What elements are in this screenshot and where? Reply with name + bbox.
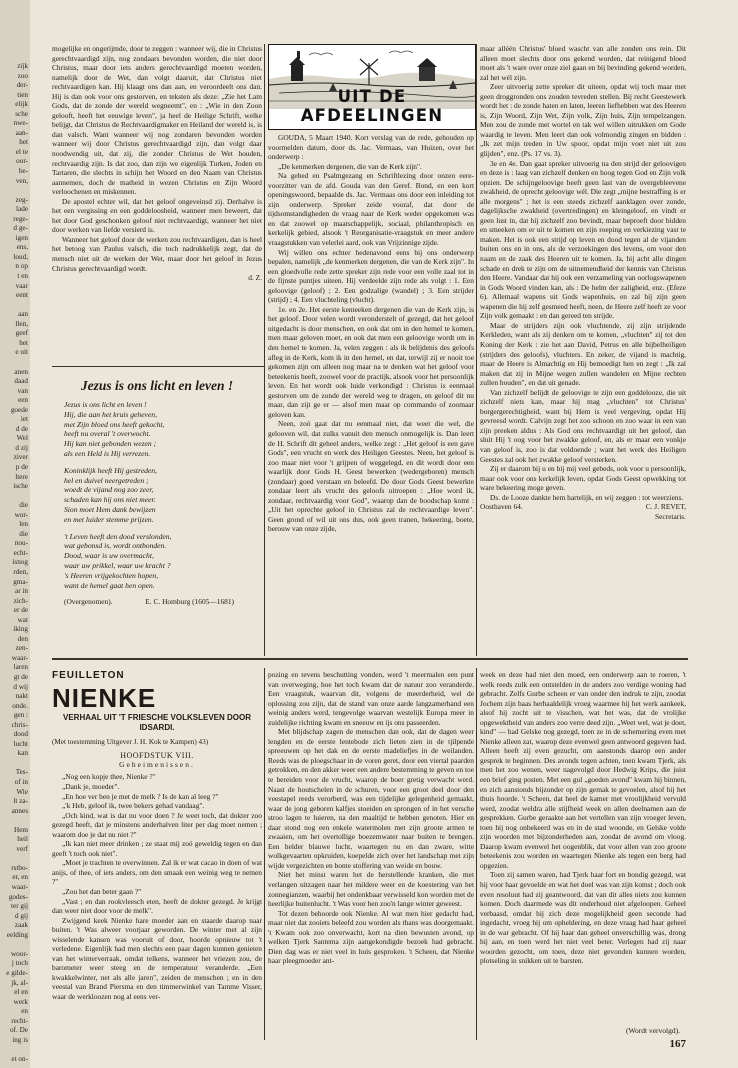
margin-fragment: p de — [15, 462, 28, 471]
margin-fragment: lucht — [13, 739, 28, 748]
poem-line: Dood, waar is uw overmacht, — [64, 551, 154, 561]
column-rule — [264, 668, 265, 1040]
margin-fragment: die — [19, 501, 28, 510]
margin-fragment: wat — [17, 615, 28, 624]
poem-block — [52, 372, 262, 662]
page-number: 167 — [669, 1038, 686, 1050]
margin-fragment: jk, al- — [11, 978, 28, 987]
story-paragraph: „Nog een kopje thee, Nienke ?" — [62, 772, 156, 782]
margin-fragment: d zij — [15, 443, 28, 452]
margin-fragment: nakt — [15, 692, 28, 701]
margin-fragment — [0, 1045, 28, 1055]
margin-fragment: aan — [18, 310, 28, 319]
poem-line: 's Heeren vrijgekochten hopen, — [64, 570, 159, 580]
paragraph: Tot dezen behoorde ook Nienke. Al wat men hier gedacht had, maar niet dat zooiets beleefd zou worden als thans was doorgemaakt. 't Kwam ook zoo onverwacht, kort na dien bewusten avond, op welken Tjerk Santema zijn aangekondigde bezoek had gebracht. Dien dag was er niet veel in huis gesproken. 't Scheen, dat Nienke haar pleegmoeder ant- — [268, 908, 474, 966]
margin-fragment: ar in — [15, 587, 28, 596]
signature-address: Oosthaven 64. — [480, 502, 523, 512]
margin-fragment: of in — [14, 778, 28, 787]
adjacent-page-margin — [0, 62, 28, 1062]
margin-fragment: gen : — [13, 711, 28, 720]
gouda-report-continued-column — [480, 44, 686, 652]
margin-fragment: lade — [16, 205, 28, 214]
section-rule — [52, 366, 264, 367]
paragraph: Neen, zoó gaat dat nu eenmaal niet, dat weet die wel, die gelooven wil, dat zulks vanuit den mensch onmogelijk is. Dan leert de H. Schrift dit geheel anders, welke zegt : „Het geloof is een gave Gods", een vrucht en werk des Heiligen Geestes. Neen, het geloof is zoo maar niet voor 't grijpen of weggelegd, en dit wordt door een waarlijk door Gods H. Geest bewerken (wedergeboren) mensch (zondaar) goed verstaan en beleefd. De door Gods Geest bewerkte zondaar leert als vrucht des geloofs uitroepen : „Hoe word ik, zondaar, rechtvaardig voor God", waarop dan de boodschap komt : „Uit het oprechte geloof in Christus zal de rechtvaardige leven". Geen grond of wil uit ons dus, ook geen tranen, bekeering, boete, berouw van onze zijde, — [268, 419, 474, 534]
margin-fragment: rstbo- — [11, 863, 28, 872]
to-be-continued: (Wordt vervolgd). — [626, 1026, 680, 1035]
margin-fragment: onde. — [12, 701, 28, 710]
margin-fragment: igen — [15, 233, 28, 242]
margin-fragment: geef — [15, 329, 28, 338]
margin-fragment: zoo — [17, 71, 28, 80]
margin-fragment: ven, — [15, 176, 28, 185]
margin-fragment: vaar — [15, 281, 28, 290]
poem-author: E. C. Homburg (1605—1681) — [145, 597, 234, 607]
poem-stanza — [64, 400, 262, 459]
margin-fragment: iking — [13, 625, 28, 634]
margin-fragment: be- — [18, 167, 28, 176]
margin-fragment: elijk — [15, 100, 28, 109]
paragraph: 1e. en 2e. Het eerste kenteeken dergenen die van de Kerk zijn, is het geloof. Door velen wordt veronderstelt of gezegd, dat het geloof uitgedacht is door menschen, en ook dat om in den hemel te komen, men maar geloven moet, en ook dat men een geloovige wordt om in den hemel te komen. Ja, velen zeggen : als ik belijdenis des geloofs afleg in de Kerk, kom ik in den hemel, en dat, terwijl zij er nooit toe gekomen zijn om alleen nog maar na te denken wat het geloof voor beteekenis heeft, zoowel voor de practijk, alsook voor het persoonlijk leven. En het wordt ook luide verkondigd : Christus is eenmaal gestorven om de zonde der wereld weg te dragen, en geloof dit nu maar, dan zijt ge er — alsof men maar op commando of zoomaar geloven kan. — [268, 304, 474, 419]
margin-fragment: zijk — [17, 62, 28, 70]
left-article-column — [52, 44, 262, 364]
margin-fragment: d de — [15, 424, 28, 433]
margin-fragment: verf — [16, 844, 28, 853]
poem-line: met Zijn bloed ons heeft gekocht, — [64, 419, 165, 429]
margin-fragment: dood — [13, 730, 28, 739]
section-header-illustration — [268, 44, 476, 130]
margin-fragment: el en — [14, 988, 28, 997]
poem-line: Hij, die aan het kruis geheven, — [64, 409, 157, 419]
report-paragraphs — [480, 44, 686, 502]
margin-fragment: anen — [14, 367, 28, 376]
margin-fragment: llen, — [15, 319, 28, 328]
poem-line: Sion moet Hem dank bewijzen — [64, 504, 156, 514]
margin-fragment: gt de — [13, 673, 28, 681]
paragraph: Zeer uitvoerig zette spreker dit uiteen, opdat wij toch maar met geen droggronden ons zouden tevreden stellen. Bij recht Geestewerk wordt het : de zonde haten en laten, leeren liefhebben wat des Heeren is, Zijn Woord, Zijn Wet, Zijn volk, Zijn huis, Zijn tempelzangen. Men zou de zonde met wortel en tak wel willen uitrukken om Gode waardig te leven. Men leert dan ook volmondig zingen en bidden : „Ik zet mijn treden in Uw spoor, opdat mijn voet niet uit zou glijden", enz. (Ps. 17 vs. 3). — [480, 82, 686, 159]
margin-fragment: d gij — [15, 911, 28, 920]
margin-fragment: ziver — [13, 453, 28, 462]
column-rule — [476, 44, 477, 656]
story-paragraph: „Och kind, wat is dat nu voor doen ? Je weet toch, dat dokter zoo gezegd heeft, dat je minstens anderhalven liter per dag moet nemen ; waarom doe je dat nu niet ?" — [52, 810, 262, 839]
story-middle-column — [268, 670, 474, 1040]
poem-line: Jezus is ons licht en leven ! — [64, 400, 147, 409]
margin-fragment: waar- — [11, 653, 28, 662]
margin-fragment: el te — [15, 147, 28, 156]
margin-fragment: die — [19, 529, 28, 538]
margin-fragment: oor- — [16, 157, 28, 166]
chapter-title: Geheimenissen. — [119, 760, 195, 770]
gouda-report-column — [268, 133, 474, 653]
story-paragraph: „Ik kan niet meer drinken ; ze staat mij zoó geweldig tegen en dan geeft 't toch ook niet". — [52, 839, 262, 858]
story-title: NIENKE — [52, 683, 157, 713]
margin-fragment: recht- — [11, 1016, 28, 1025]
margin-fragment: sche — [15, 109, 28, 118]
margin-fragment: aan- — [15, 128, 28, 137]
margin-fragment: n op — [15, 262, 28, 271]
paragraph: Na gebed en Psalmgezang en Schriftlezing door onzen eere-voorzitter van de afd. Gouda van den Geref. Bond, en een kort openingswoord, bepaalde ds. Jac. Vermaas ons door een inleiding tot zijn onderwerp. Spreker zeide vooraf, dat door de tijdsomstandigheden de vraag naar de Kerk weder opgekomen was en dat zoowel op maatschappelijk, sociaal, philanthropisch en kerkelijk gebied, alsook 't Reorganisatie-vraagstuk en meer andere vraagstukken van velerlei aard, ook van Vrijzinnige zijde. — [268, 171, 474, 248]
margin-fragment: den — [17, 634, 28, 643]
margin-fragment: daad — [14, 377, 28, 386]
story-paragraph: Zwijgend keek Nienke hare moeder aan en staarde daarop naar buiten. 't Was alweer voorjaar geworden. De winter met al zijn wisselende kansen was vooruit of door, hoorde opnieuw tot 't verledene. Eigenlijk had men slechts een paar dagen kunnen genieten van het winterverraak, omdat telkens, wanneer het vriezen zou, de barometer weer steeg en de temperatuur veranderde. „Een kwakkelwinter, net als alle jaren", zeiden de menschen ; en in den veestal van Brand Piersma en den timmerwinkel van Tamme Visser, waar de werkloozen nog al eens ver- — [52, 915, 262, 1001]
publisher-permission: (Met toestemming Uitgever J. H. Kok te Kampen) 43) — [52, 738, 209, 746]
paragraph: mogelijke en ongerijmde, door te zeggen : wanneer wij, die in Christus gerechtvaardigd zijn, nog zondaars bevonden worden, die niet door Christus, maar door iets anders gerechtvaardigd moeten worden, namelijk door de Wet, dan volgt daaruit, dat Christus niet rechtvaardigen kan. Hij klaagt ons dan aan, en veroordeelt ons dan. Hij is dan ook voor ons gestorven, en teksten als deze: „Zie het Lam Gods, dat de zonde der wereld wegneemt", en : „Wie in den Zoon gelooft, heeft het eeuwige leven", ja heel de Heilige Schrift, welke belijgt, dat Christus de Rechtvaardigmaker en Heiland der wereld is, is dan valsch. Want wanneer wij nog zondaren bevonden worden wanneer wij door Christus gerechtvaardigd zijn, dan volgt daar noodwendig uit, dat zij, die zonder Christus de Wet houden, rechtvaardig zijn. Is dat zoo, dan zijn we eigenlijk Turken, Joden en Tartaren, die slechts in schijn het Woord en den Naam van Christus aannemen, doch de matheid in wezen Christus en Zijn Woord verloochenen en miskennen. — [52, 44, 262, 197]
margin-fragment: der- — [16, 81, 28, 90]
margin-fragment: van — [17, 386, 28, 395]
margin-fragment: er de — [13, 606, 28, 615]
margin-fragment: Wel — [16, 434, 28, 443]
column-rule — [264, 44, 265, 656]
margin-fragment: en — [21, 1007, 28, 1016]
paragraph: Wij willen ons echter hedenavond eens bij ons onderwerp bepalen, namelijk „de kenmerken dergenen, die van de Kerk zijn". In een gloedvolle rede zette spreker zijn rede voor een volle zaal tot in de fijnste puntjes uiteen. Hij verdeelde zijn rede als volgt : 1. Een geloovige (geloof) ; 2. Een godzalige (wandel) ; 3. Een strijder (strijd) ; 4. Een vluchteling (vlucht). — [268, 247, 474, 305]
poem-line: Hij kan niet gebonden wezen ; — [64, 439, 157, 449]
story-paragraph: „Moet je trachten te overwinnen. Zal ik er wat cacao in doen of wat anijs, of thee, of iets anders, om den smaak een weinig weg te nemen ?" — [52, 858, 262, 887]
margin-fragment: eent — [16, 291, 28, 300]
margin-fragment: ter gij — [11, 902, 28, 911]
poem-line: heeft nu overal 't overwocht. — [64, 429, 151, 439]
margin-fragment: ische — [13, 482, 28, 491]
story-paragraph: „'k Heb, geloof ik, twee bekers gehad vandaag". — [62, 801, 205, 811]
paragraph: Toen zij samen waren, had Tjerk haar fort en bondig gezegd, wat hij voor haar gevoelde en wat het doel was van zijn komst ; doch ook even resoluut had zij geantwoord, dat van dit alles niets zou kunnen komen. Doch daarmede was dit onderhoud niet afgeloopen. Geheel verbaasd, omdat hij zich deze mogelijkheid geen seconde had ingedacht, vroeg hij om opheldering, en deze vraag had haar geheel in de war gebracht. Of hij haar dan geheel onverschillig was, drong hij aan, en toen werd het niet veel beter. Verlegen had zij naar woorden gezocht, om toen, deze niet gevonden kunnen worden, plotseling in snikken uit te barsten. — [480, 870, 686, 966]
margin-fragment: e uit — [15, 348, 28, 357]
margin-fragment: nwe- — [13, 119, 28, 128]
margin-fragment: zich- — [13, 596, 28, 605]
feuilleton-label: FEUILLETON — [52, 670, 125, 681]
paragraph: Ds. de Looze dankte hem hartelijk, en wij zeggen : tot weerziens. — [490, 492, 684, 502]
poem-stanza — [64, 466, 262, 525]
paragraph: GOUDA, 5 Maart 1940. Kort verslag van de rede, gehouden op voormelden datum, door ds. Jac. Vermaas, van Huizen, over het onderwerp : — [268, 133, 474, 162]
poem-line: schaden kan hij ons niet meer. — [64, 495, 156, 505]
margin-fragment: rden, — [13, 567, 28, 576]
margin-fragment: chris- — [11, 720, 28, 729]
paragraph: „De kenmerken dergenen, die van de Kerk zijn". — [278, 161, 422, 171]
margin-fragment: kan — [17, 749, 28, 758]
margin-fragment: lt za- — [13, 797, 28, 806]
story-paragraph: „Dank je, moeder". — [62, 781, 120, 791]
margin-fragment — [0, 492, 28, 502]
signature-name: C. J. REVET, — [645, 502, 686, 512]
margin-fragment: zaak — [14, 921, 28, 930]
margin-fragment: Tes- — [15, 768, 28, 777]
margin-fragment: godes- — [8, 892, 28, 901]
margin-fragment: er, en — [12, 873, 28, 882]
signature-role: Secretaris. — [655, 511, 686, 521]
story-subtitle: VERHAAL UIT 'T FRIESCHE VOLKSLEVEN DOOR IDSARDI. — [63, 713, 251, 732]
paragraph: Met blijdschap zagen de menschen dan ook, dat de dagen weer lengden en de eerste lentebode zich lieten zien in de tjilpende spreeuwen op het dak en de eerste madeliefjes in de weilanden. Reeds was de ploegschaar in de voren geret, door een viertal paarden getrokken, en den akker weer een andere bestemming te geven en toe te bereiden voor de vrucht, waarop de boer gretig verwacht werd. Naast de houtschelen in de schuren, voor een groot deel door den veestapel reeds verorberd, was een tijdelijke gelegenheid gemaakt, waar de jong geboren kalfjes stoeiden en sprongen of in het versche stroo lagen te luieren, na den maaltijd te hebben genoten. Hier en daar stond nog een enkele watermolen met zijn groote armen te zwaaien, om het overtollige boezemwater naar buiten te brengen. Een helder blauwe lucht, waartegen nu en dan zware, witte wolkgevaarten opkruiden, koepelde zich over het landschap met zijn wijde vergezichten en bonte stoffering van weide en bouw. — [268, 727, 474, 870]
poem-line: en met luider stemme prijzen. — [64, 514, 154, 524]
poem-source: (Overgenomen). — [64, 597, 113, 607]
report-signature — [480, 502, 686, 521]
margin-fragment: e gilde- — [6, 968, 28, 977]
margin-fragment: ltere — [15, 472, 28, 481]
margin-fragment: tien — [17, 90, 28, 99]
paragraph: De apostel echter wil, dat het geloof ongeveinsd zij. Derhalve is het een vergissing en een goddeloosheid, wanneer men beweert, dat het door God geschonken geloof niet rechtvaardigt, wanneer het niet door werken van liefde versierd is. — [52, 196, 262, 235]
margin-fragment: of. De — [10, 1026, 28, 1035]
margin-fragment: het — [19, 338, 28, 347]
margin-fragment: annes — [11, 806, 28, 815]
poem-stanzas — [52, 400, 262, 590]
margin-fragment: iet — [20, 415, 28, 424]
poem-line: wat gebonsd is, wordt ontbonden. — [64, 541, 167, 551]
poem-line: als een Held is Hij verrezen. — [64, 448, 151, 458]
paragraph: maar alléén Christus' bloed wascht van alle zonden ons rein. Dit alleen moet slechts door ons gekend worden, dat reinigend bloed moet als 't ware over onze ziel gaan en bij bevinding gekend worden, zal het wél zijn. — [480, 44, 686, 82]
margin-fragment: rege- — [13, 214, 28, 223]
paragraph: pozing en tevens beschutting vonden, werd 't meermalen een punt van overweging, hoe het toch kwam dat de natuur zoo veranderde. Een vraagstuk, waarvan dit, volgens de meerderheid, wel de oplossing zou zijn, dat de stand van onze aarde langzamerhand een weinig anders werd, tengevolge waarvan westelijk Europa meer in zuidelijke richting kwam en sneeuw en ijs ons passeerden. — [268, 670, 474, 727]
poem-line: 't Leven heeft den dood verslonden, — [64, 531, 172, 541]
margin-fragment: Wie — [16, 787, 28, 796]
poem-line: woedt de vijand nog zoo zeer, — [64, 485, 154, 495]
margin-fragment: loud, — [13, 252, 28, 261]
margin-fragment: het — [19, 138, 28, 147]
margin-fragment — [0, 759, 28, 769]
poem-line: want de hemel gaat hen open. — [64, 580, 155, 590]
margin-fragment: waar- — [11, 883, 28, 892]
margin-fragment: isnog — [12, 558, 28, 567]
story-right-column — [480, 670, 686, 1040]
margin-fragment: heil — [17, 835, 28, 844]
margin-fragment: zen- — [15, 644, 28, 653]
margin-fragment: j toch — [11, 959, 28, 968]
poem-credit — [64, 597, 262, 607]
chapter-heading: HOOFDSTUK VIII. — [120, 751, 194, 761]
margin-fragment: t en — [17, 272, 28, 281]
margin-fragment: woor- — [10, 949, 28, 958]
margin-fragment: wor- — [14, 510, 28, 519]
margin-fragment: gma- — [13, 577, 28, 586]
feuilleton-column — [52, 670, 262, 1040]
margin-fragment: ing is — [12, 1035, 28, 1044]
margin-fragment: zeg- — [15, 195, 28, 204]
paragraph: Van zichzelf belijdt de geloovige te zijn een goddelooze, die uit zichzelf niets kan, maar hij mag „vluchten" tot Christus' borgergerechtigheid, want bij Hem is veel vergeving, opdat Hij gevreesd wordt. Calvijn zegt het zoo schoon en zoo waar in een van zijn preeken aldus : Als God ons rechtvaardigt uit het geloof, dan sluit Hij 't oog voor het zwakke geloof, en, als er maar een vonkje van geloof is, zoo is dat voldoende ; want het werk des Heiligen Geestes zal ook het zwakke geloof versterken. — [480, 387, 686, 464]
margin-fragment: een — [18, 396, 28, 405]
margin-fragment — [0, 358, 28, 368]
margin-fragment: et on- — [11, 1054, 28, 1062]
margin-fragment: echt- — [13, 548, 28, 557]
section-header-title: UIT DE AFDEELINGEN — [300, 87, 444, 125]
margin-fragment: Hem — [14, 825, 28, 834]
margin-fragment: eelding — [6, 930, 28, 939]
paragraph: Niet het minst waren het de herstellende kranken, die met verlangen uitzagen naar het mildere weer en de koestering van het zonnegianzen, waarbij het ondenkbaar verwisseld kon worden met de heerlijke buitenlucht. 't Was voor hen zoo'n lange winter geweest. — [268, 870, 474, 909]
paragraph: week en deze had niet den moed, een onderwerp aan te roeren, 't welk reeds zulk een ontstelden in de anders zoo verdige woning had gebracht. Zelfs Gurbe scheen er van onder den indruk te zijn, zoodat Jochem zijn baas herhaaldelijk vroeg waarmee hij het werk aankeek, alsof hij zocht uit te visschen, wat het was, dat de vrolijke opgewektheid van anders zoo verre deed zijn. „Weet wel, wat je doet, kind" — had Gelske nog gezegd, toen ze in de schemering even met Nienke alleen zat, waarop deze evenwel geen antwoord gegeven had. Alleen heeft zij even gezucht, om aanstonds daarop een ander gesprek te beginnen. Des avonds tegen achten, toen kwam Tjerk, als men het zoo wenen, weer nagevolgd door Hedwig Krips, die juist een brief ging posten. Met een gul „goeden avond" kwam hij binnen, en zich aanstonds bijzonder op zijn gemak te gevoelen, alsof hij het thuis hoorde. 't Scheen, dat heel de kamer met vroolijkheid vervuld werd, zoodat weldra alle stijfheid week en allen deelnamen aan de gesprekken. Gurbe geraakte aan het vertellen van zijn vroeger leven, toen hij nog onbekeerd was en in de stad woonde, en Gelske volde zijn woorden met bijzonderheden aan, zoodat de avond om vloog. Daarop kwam evenwel het oogenblik, dat voor allen van zoo groote beteekenis zou worden en waartegen Nienke als tegen een berg had opgezien. — [480, 670, 686, 870]
story-paragraph: „Zou het dan beter gaan ?" — [62, 886, 142, 896]
margin-fragment: werk — [13, 997, 28, 1006]
paragraph: Zij er daarom bij u en bij mij veel gebeds, ook voor u persoonlijk, maar ook voor ons kerkelijk leven, opdat Gods Geest opwekking tot ware bekeering moge geven. — [480, 464, 686, 493]
poem-line: waar uw prikkel, waar uw kracht ? — [64, 560, 171, 570]
poem-stanza — [64, 532, 262, 591]
poem-title: Jezus is ons licht en leven ! — [80, 378, 234, 393]
story-paragraph: „En hoe ver ben je met de melk ? Is de kan al leeg ?" — [62, 791, 219, 801]
column-rule — [476, 668, 477, 1040]
margin-fragment: len — [19, 520, 28, 529]
paragraph: 3e en 4e. Dan gaat spreker uitvoerig na den strijd der geloovigen en deze is : laag van zichzelf denken en hoog tegen God en Zijn volk opzien. De schijngeloovige heeft geen last van de overgebleevene zwakheid, de oprecht geloovige wél. Die zegt „mijne bestraffing is er alle morgens" ; het is een steeds zichzelf aanklagen over zonde, dagelijksche zwakheid (overtredingen) en kleingeloof, en vindt er geen lust in, dat hij zichzelf zoo bevindt, maar beproeft door bidden en smeeken om er uit te komen en zijn roeping en verkiezing vast te maken. Het is ook een strijd op leven en dood tegen al de vijanden buiten ons en in ons, als de verzoekingen des levens, om voor den naam en de zaak des Heeren uit te komen. Ja, hij acht alle dingen schade en drek te zijn om de uitnemendheid der kennis van Christus den Heere. Vandaar dat hij ook een verzameling van oorlogswapenen in Gods Woord vinden kan, als : De helm der zaligheid, enz. (Efeze 6). Allemaal wapens uit Gods wapenhuis, en zal hij zijn geen wapenen die hij zelf gesmeed heeft, neen, de Heere zelf heeft ze voor Zijn volk gemaakt : en dan gereed ten strijde. — [480, 158, 686, 321]
margin-fragment — [0, 186, 28, 196]
margin-fragment: d ge- — [13, 224, 28, 233]
margin-fragment: d wij — [13, 682, 28, 691]
poem-line: hel en duivel neergetreden ; — [64, 475, 149, 485]
margin-fragment — [0, 854, 28, 864]
margin-fragment: nou- — [14, 539, 28, 548]
paragraph: Maar de strijders zijn ook vluchtende, zij zijn strijdende Kerkleden, want als zij denken om te komen, „vluchten" zij tot den Koning der Kerk : zie het aan David, Petrus en alle bijbelheiligen (strijders des geloofs), vluchters. En zeker, de vijand is machtig, maar de Heere is Almachtig en Hij bemoedigt hen en zegt : „Ik zal maken dat zij in Mijne wegen zullen wandelen en Mijne rechten zullen houden", en dat uit genade. — [480, 320, 686, 388]
poem-line: Koninklijk heeft Hij gestreden, — [64, 465, 157, 475]
margin-fragment: goede — [10, 405, 28, 414]
margin-fragment — [0, 301, 28, 311]
story-paragraph: „Vast ; en dan rookvleesch eten, heeft de dokter gezegd. Je krijgt dan weer niet door voor de melk". — [52, 896, 262, 916]
margin-fragment: laren — [13, 663, 28, 672]
paragraph: Wanneer het geloof door de werken zou rechtvaardigen, dan is heel het betoog van Paulus valsch, die toch nadrukkelijk zegt, dat de mensch niet uit de werken der Wet, maar door het geloof in Jezus Christus gerechtvaardigd wordt. — [52, 234, 262, 273]
story-paragraphs — [52, 772, 262, 1001]
margin-fragment — [0, 940, 28, 950]
margin-fragment — [0, 816, 28, 826]
margin-fragment: ens, — [16, 243, 28, 252]
article-signature: d. Z. — [248, 273, 262, 283]
